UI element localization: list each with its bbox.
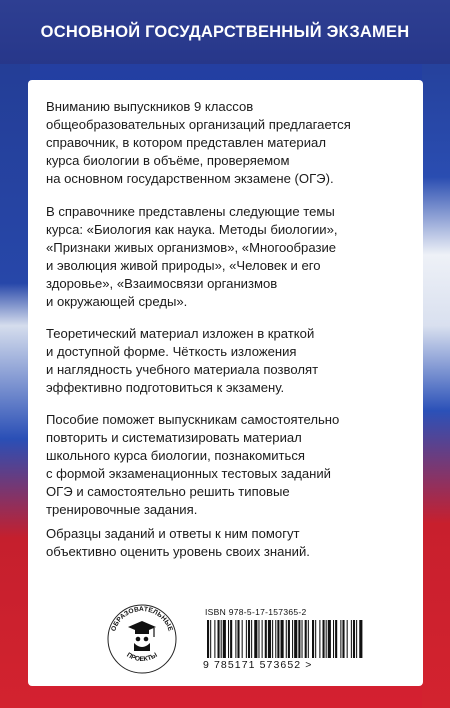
barcode	[205, 620, 365, 662]
barcode-bar	[265, 620, 267, 658]
barcode-bar	[333, 620, 334, 658]
paragraph-3	[46, 325, 416, 397]
barcode-bar	[342, 620, 344, 658]
text-line: на основном государственном экзамене (ОГЭ).	[46, 170, 334, 186]
text-line: эффективно подготовиться к экзамену.	[46, 379, 285, 395]
logo-text-top: ОБРАЗОВАТЕЛЬНЫЕ	[110, 605, 174, 633]
barcode-bar	[281, 620, 284, 658]
barcode-bar	[298, 620, 300, 658]
barcode-bar	[305, 620, 307, 658]
barcode-bar	[288, 620, 290, 658]
barcode-bar	[308, 620, 309, 658]
barcode-bar	[335, 620, 337, 658]
paragraph-1	[46, 98, 416, 188]
text-line: объективно оценить уровень своих знаний.	[46, 543, 310, 559]
text-line: и окружающей среды».	[46, 293, 188, 309]
barcode-bar	[315, 620, 316, 658]
isbn-label: ISBN 978-5-17-157365-2	[205, 607, 307, 617]
barcode-bar	[359, 620, 362, 658]
barcode-bar	[251, 620, 252, 658]
text-line: Теоретический материал изложен в краткой	[46, 326, 315, 341]
cover-edge-left	[0, 0, 30, 708]
barcode-bar	[312, 620, 314, 658]
barcode-bar	[228, 620, 229, 658]
barcode-bar	[207, 620, 209, 658]
text-line: курса: «Биология как наука. Методы биологии»,	[46, 221, 338, 237]
barcode-bar	[353, 620, 355, 658]
text-line: курса биологии в объёме, проверяемом	[46, 152, 290, 168]
barcode-bar	[319, 620, 320, 658]
barcode-bar	[223, 620, 226, 658]
text-line: Образцы заданий и ответы к ним помогут	[46, 526, 300, 541]
paragraph-2	[46, 203, 416, 310]
text-line: В справочнике представлены следующие темы	[46, 204, 335, 219]
text-line: повторить и систематизировать материал	[46, 429, 302, 445]
barcode-bar	[272, 620, 273, 658]
barcode-bar	[328, 620, 331, 658]
barcode-bar	[221, 620, 222, 658]
barcode-bar	[262, 620, 263, 658]
barcode-bar	[294, 620, 297, 658]
logo-text-bottom: ПРОЕКТЫ	[125, 651, 159, 664]
barcode-bar	[246, 620, 247, 658]
barcode-bar	[258, 620, 259, 658]
text-line: и эволюция живой природы», «Человек и его	[46, 257, 321, 273]
cover-edge-right	[422, 0, 450, 708]
barcode-bar	[275, 620, 276, 658]
publisher-logo	[104, 599, 180, 675]
text-line: и доступной форме. Чёткость изложения	[46, 343, 297, 359]
barcode-bar	[248, 620, 250, 658]
barcode-bar	[237, 620, 239, 658]
barcode-bar	[323, 620, 325, 658]
header-banner	[0, 0, 450, 64]
text-line: тренировочные задания.	[46, 501, 198, 517]
barcode-bar	[292, 620, 293, 658]
barcode-bar	[210, 620, 211, 658]
barcode-bar	[218, 620, 220, 658]
barcode-bar	[347, 620, 348, 658]
barcode-bar	[268, 620, 271, 658]
text-line: Вниманию выпускников 9 классов	[46, 99, 254, 114]
barcode-bar	[277, 620, 279, 658]
text-line: «Признаки живых организмов», «Многообразие	[46, 239, 337, 255]
header-title: ОСНОВНОЙ ГОСУДАРСТВЕННЫЙ ЭКЗАМЕН	[40, 22, 410, 41]
text-line: с формой экзаменационных тестовых заданий	[46, 465, 331, 481]
text-line: Пособие поможет выпускникам самостоятельно	[46, 412, 340, 427]
barcode-bar	[214, 620, 215, 658]
barcode-bar	[254, 620, 257, 658]
text-line: ОГЭ и самостоятельно решить типовые	[46, 483, 290, 499]
text-line: и наглядность учебного материала позволят	[46, 361, 319, 377]
barcode-bar	[230, 620, 232, 658]
barcode-bar	[235, 620, 236, 658]
text-line: общеобразовательных организаций предлагается	[46, 116, 351, 132]
paragraph-5	[46, 525, 416, 561]
barcode-bar	[356, 620, 357, 658]
text-line: здоровье», «Взаимосвязи организмов	[46, 275, 278, 291]
barcode-bar	[286, 620, 287, 658]
paragraph-4	[46, 411, 416, 518]
barcode-bar	[242, 620, 243, 658]
text-line: справочник, в котором представлен материал	[46, 134, 326, 150]
barcode-bar	[340, 620, 341, 658]
barcode-bar	[302, 620, 303, 658]
text-line: школьного курса биологии, познакомиться	[46, 447, 306, 463]
barcode-bar	[351, 620, 352, 658]
barcode-bar	[326, 620, 327, 658]
barcode-number: 9 785171 573652 >	[203, 659, 313, 671]
